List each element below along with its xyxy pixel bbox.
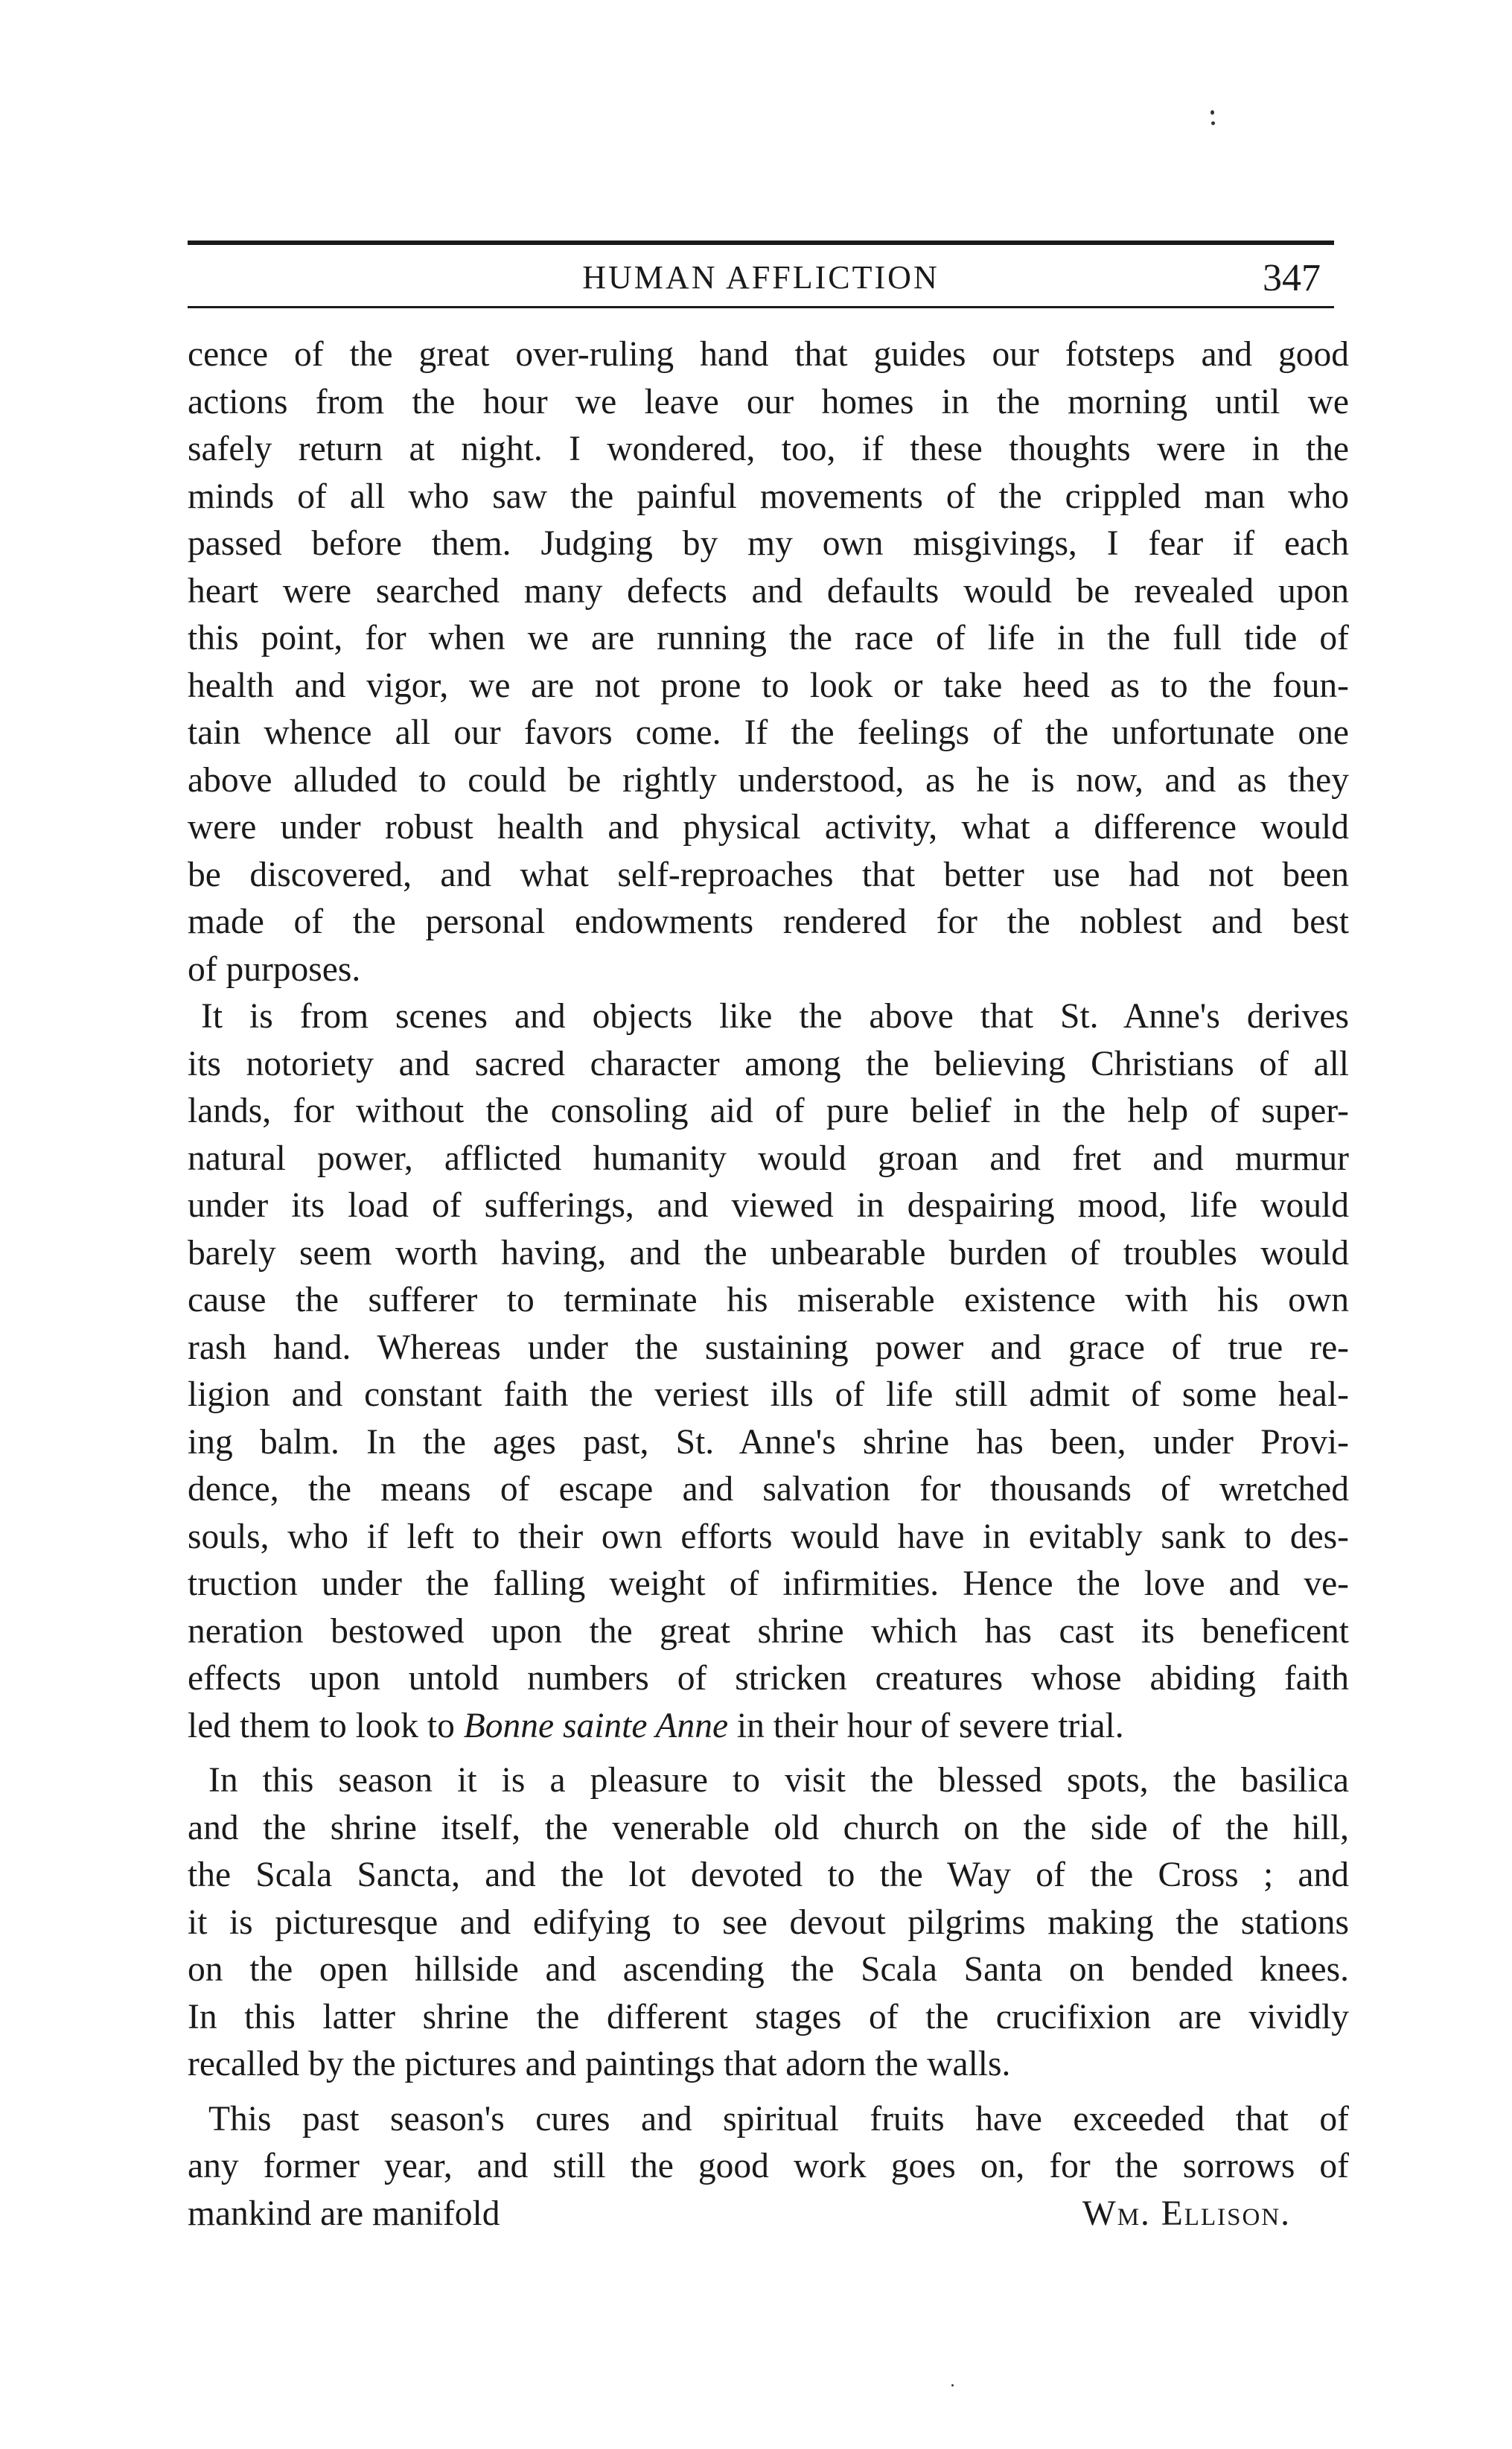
paragraph-3 (188, 1757, 1349, 2089)
text-line: cence of the great over-ruling hand that guides our fotsteps and good (188, 335, 1349, 374)
paragraph-2 (188, 993, 1349, 1750)
text-line: be discovered, and what self-reproaches that better use had not been (188, 855, 1349, 894)
text-line: lands, for without the consoling aid of pure belief in the help of super- (188, 1092, 1349, 1130)
text-line: ing balm. In the ages past, St. Anne's shrine has been, under Provi- (188, 1422, 1349, 1462)
text-line: of purposes. (188, 949, 361, 989)
text-line: effects upon untold numbers of stricken creatures whose abiding faith (188, 1659, 1349, 1698)
text-line: its notoriety and sacred character among the believing Christians of all (188, 1044, 1349, 1083)
text-line: In this season it is a pleasure to visit the blessed spots, the basilica (208, 1761, 1349, 1800)
text-line: and the shrine itself, the venerable old church on the side of the hill, (188, 1808, 1349, 1847)
text-line: truction under the falling weight of infirmities. Hence the love and ve- (188, 1564, 1349, 1603)
text-line: heart were searched many defects and defaults would be revealed upon (188, 571, 1349, 611)
text-line-with-signature (188, 2191, 1349, 2238)
text-line: minds of all who saw the painful movements of the crippled man who (188, 477, 1349, 516)
header-rule-bottom (188, 306, 1334, 308)
header-rule-top (188, 241, 1334, 245)
page-number: 347 (1263, 257, 1321, 299)
text-run: led them to look to (188, 1706, 455, 1745)
text-line-last (188, 1703, 1349, 1751)
text-line: souls, who if left to their own efforts would have in evitably sank to des- (188, 1517, 1349, 1556)
text-line: health and vigor, we are not prone to look or take heed as to the foun- (188, 666, 1349, 705)
running-head (188, 252, 1334, 304)
italic-phrase: Bonne sainte Anne (463, 1706, 729, 1745)
text-line: above alluded to could be rightly understood, as he is now, and as they (188, 760, 1349, 800)
text-line: recalled by the pictures and paintings that adorn the walls. (188, 2045, 1011, 2083)
ink-speck (1211, 121, 1215, 125)
text-line: It is from scenes and objects like the above that St. Anne's derives (201, 997, 1349, 1036)
text-line: were under robust health and physical activity, what a difference would (188, 808, 1349, 847)
text-line: neration bestowed upon the great shrine which has cast its beneficent (188, 1611, 1349, 1651)
text-line: cause the sufferer to terminate his miserable existence with his own (188, 1281, 1349, 1319)
text-line: tain whence all our favors come. If the feelings of the unfortunate one (188, 713, 1349, 752)
text-line: natural power, afflicted humanity would groan and fret and murmur (188, 1138, 1349, 1178)
text-line: rash hand. Whereas under the sustaining power and grace of true re- (188, 1328, 1349, 1367)
text-line: the Scala Sancta, and the lot devoted to the Way of the Cross ; and (188, 1856, 1349, 1894)
text-line: In this latter shrine the different stages of the crucifixion are vividly (188, 1997, 1349, 2036)
text-line: actions from the hour we leave our homes in the morning until we (188, 382, 1349, 421)
text-line: barely seem worth having, and the unbearable burden of troubles would (188, 1233, 1349, 1273)
text-line: dence, the means of escape and salvation for thousands of wretched (188, 1470, 1349, 1509)
ink-speck (951, 2384, 954, 2386)
text-line: safely return at night. I wondered, too, if these thoughts were in the (188, 430, 1349, 468)
body-text (188, 331, 1349, 2238)
paragraph-4 (188, 2096, 1349, 2238)
text-line: ligion and constant faith the veriest ills of life still admit of some heal- (188, 1375, 1349, 1414)
text-run: mankind are manifold (188, 2194, 500, 2233)
ink-speck (1210, 110, 1214, 115)
text-line: passed before them. Judging by my own misgivings, I fear if each (188, 524, 1349, 563)
text-line: made of the personal endowments rendered for the noblest and best (188, 902, 1349, 941)
text-line: it is picturesque and edifying to see devout pilgrims making the stations (188, 1902, 1349, 1942)
text-line: this point, for when we are running the race of life in the full tide of (188, 619, 1349, 657)
paragraph-1 (188, 331, 1349, 993)
text-line: any former year, and still the good work goes on, for the sorrows of (188, 2147, 1349, 2185)
text-line: This past season's cures and spiritual fruits have exceeded that of (208, 2099, 1349, 2139)
author-signature: Wm. Ellison. (1082, 2194, 1291, 2233)
text-line: on the open hillside and ascending the Scala Santa on bended knees. (188, 1950, 1349, 1989)
text-line: under its load of sufferings, and viewed in despairing mood, life would (188, 1186, 1349, 1225)
text-run: in their hour of severe trial. (736, 1706, 1124, 1745)
running-title: HUMAN AFFLICTION (582, 259, 940, 296)
